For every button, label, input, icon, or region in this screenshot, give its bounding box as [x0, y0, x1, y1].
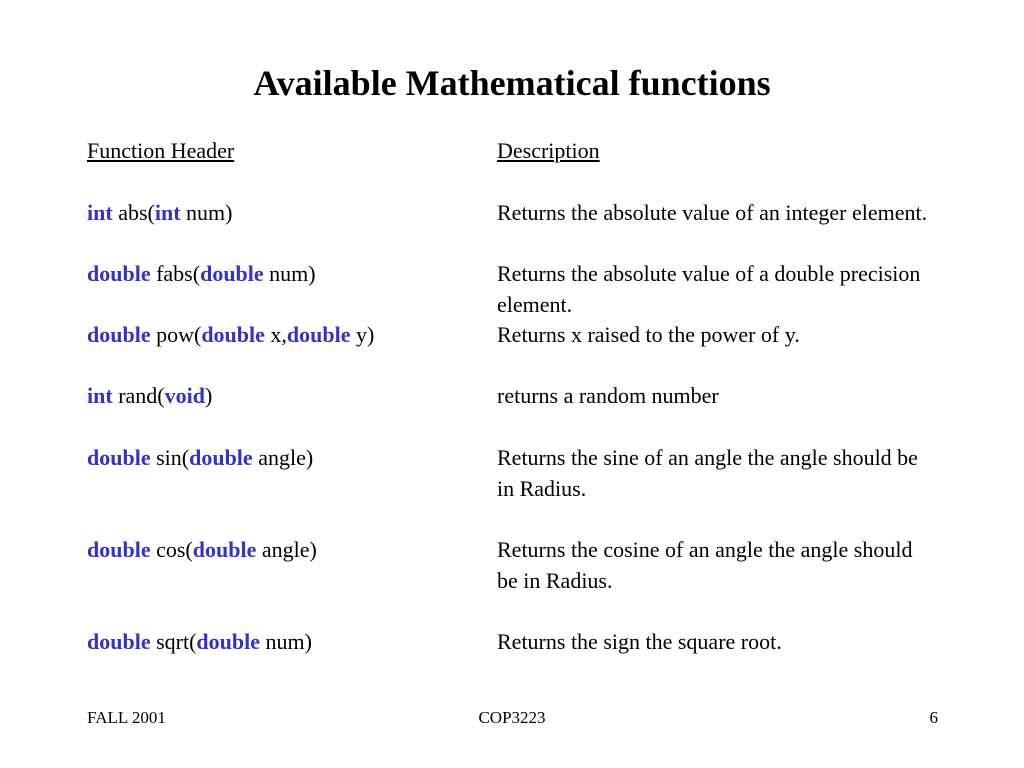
description-rand: returns a random number: [497, 383, 719, 408]
param-name: x,: [264, 322, 287, 347]
description-fabs: Returns the absolute value of a double precision element.: [497, 261, 921, 317]
param-name: num): [263, 261, 316, 286]
return-type: double: [87, 261, 151, 286]
function-signature-abs: [87, 197, 232, 228]
param-name: ): [204, 383, 213, 408]
description-pow: Returns x raised to the power of y.: [497, 322, 800, 347]
param-name: num): [260, 629, 312, 654]
description-sin: Returns the sine of an angle the angle should be in Radius.: [497, 445, 918, 501]
slide-title: Available Mathematical functions: [253, 63, 771, 103]
header-function: Function Header: [87, 138, 235, 163]
function-signature-sqrt: [87, 626, 312, 657]
description-cos: Returns the cosine of an angle the angle should be in Radius.: [497, 537, 913, 593]
return-type: int: [87, 200, 113, 225]
param-name: angle): [252, 445, 314, 470]
function-name: rand(: [118, 383, 165, 408]
description-abs: Returns the absolute value of an integer element.: [497, 200, 928, 225]
description-sqrt: Returns the sign the square root.: [497, 629, 782, 654]
param-name: y): [350, 322, 375, 347]
footer-page-number: 6: [929, 708, 938, 727]
function-signature-cos: [87, 534, 317, 565]
param-type: double: [201, 322, 265, 347]
param-type: double: [189, 445, 253, 470]
function-signature-sin: [87, 442, 313, 473]
function-name: fabs(: [156, 261, 201, 286]
return-type: double: [87, 629, 151, 654]
function-name: sqrt(: [156, 629, 197, 654]
function-name: abs(: [118, 200, 155, 225]
param-type: double: [200, 261, 264, 286]
return-type: int: [87, 383, 113, 408]
param-name: num): [180, 200, 233, 225]
function-name: cos(: [156, 537, 193, 562]
param-type: double: [196, 629, 261, 654]
param-type: double: [286, 322, 351, 347]
function-name: sin(: [156, 445, 190, 470]
param-type: int: [154, 200, 181, 225]
function-name: pow(: [156, 322, 202, 347]
header-description: Description: [497, 138, 600, 163]
footer-course: COP3223: [478, 708, 546, 727]
return-type: double: [87, 322, 151, 347]
return-type: double: [87, 445, 151, 470]
footer-date: FALL 2001: [87, 708, 166, 727]
function-signature-fabs: [87, 258, 316, 289]
function-signature-pow: [87, 319, 374, 350]
return-type: double: [87, 537, 151, 562]
param-type: double: [192, 537, 257, 562]
param-name: angle): [256, 537, 317, 562]
function-signature-rand: [87, 380, 212, 411]
param-type: void: [164, 383, 205, 408]
